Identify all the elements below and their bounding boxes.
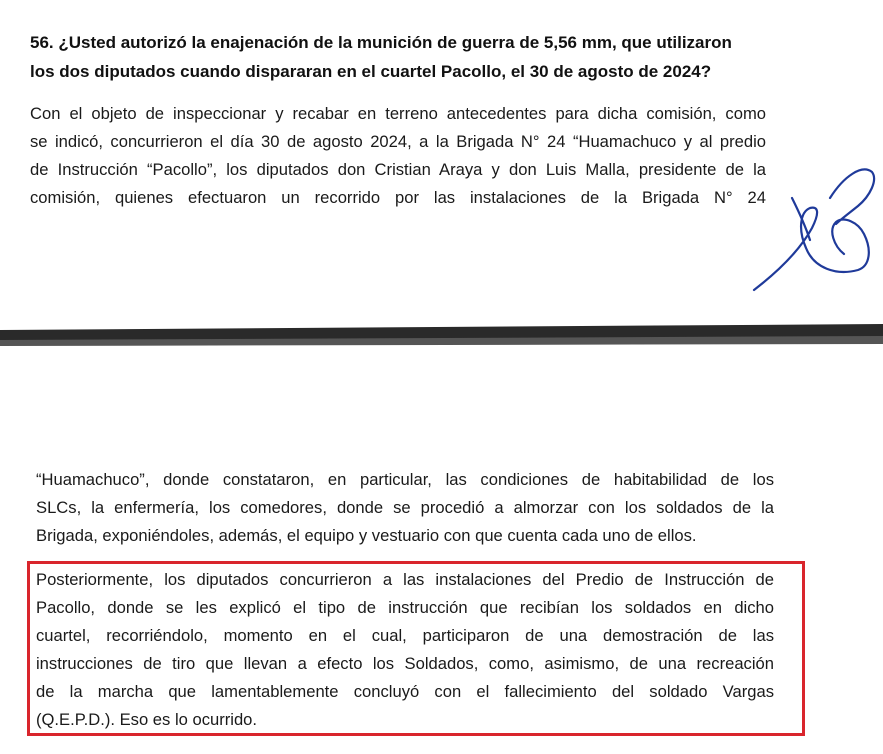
paragraph-line: de la marcha que lamentablemente concluyó con el fallecimiento del soldado Vargas [36,682,774,701]
paragraph-visit [36,466,774,550]
question-heading [30,28,770,86]
paragraph-line: se indicó, concurrieron el día 30 de agosto 2024, a la Brigada N° 24 “Huamachuco y al predio [30,132,766,151]
handwritten-signature [740,150,880,300]
page-break-separator [0,322,883,346]
paragraph-line: “Huamachuco”, donde constataron, en particular, las condiciones de habitabilidad de los [36,470,774,489]
paragraph-line: Con el objeto de inspeccionar y recabar en terreno antecedentes para dicha comisión, como [30,104,766,123]
question-line: 56. ¿Usted autorizó la enajenación de la munición de guerra de 5,56 mm, que utilizaron [30,33,732,52]
paragraph-line: SLCs, la enfermería, los comedores, donde se procedió a almorzar con los soldados de la [36,498,774,517]
paragraph-line: Pacollo, donde se les explicó el tipo de instrucción que recibían los soldados en dicho [36,598,774,617]
paragraph-highlighted [36,566,774,734]
paragraph-line: Brigada, exponiéndoles, además, el equipo y vestuario con que cuenta cada uno de ellos. [36,526,697,545]
paragraph-line: Posteriormente, los diputados concurrieron a las instalaciones del Predio de Instrucción de [36,570,774,589]
paragraph-inspection [30,100,766,212]
paragraph-line: instrucciones de tiro que llevan a efecto los Soldados, como, asimismo, de una recreación [36,654,774,673]
paragraph-line: (Q.E.P.D.). Eso es lo ocurrido. [36,710,258,729]
paragraph-line: comisión, quienes efectuaron un recorrido por las instalaciones de la Brigada N° 24 [30,188,766,207]
question-line: los dos diputados cuando dispararan en el cuartel Pacollo, el 30 de agosto de 2024? [30,62,712,81]
paragraph-line: cuartel, recorriéndolo, momento en el cual, participaron de una demostración de las [36,626,774,645]
paragraph-line: de Instrucción “Pacollo”, los diputados don Cristian Araya y don Luis Malla, presidente de la [30,160,766,179]
